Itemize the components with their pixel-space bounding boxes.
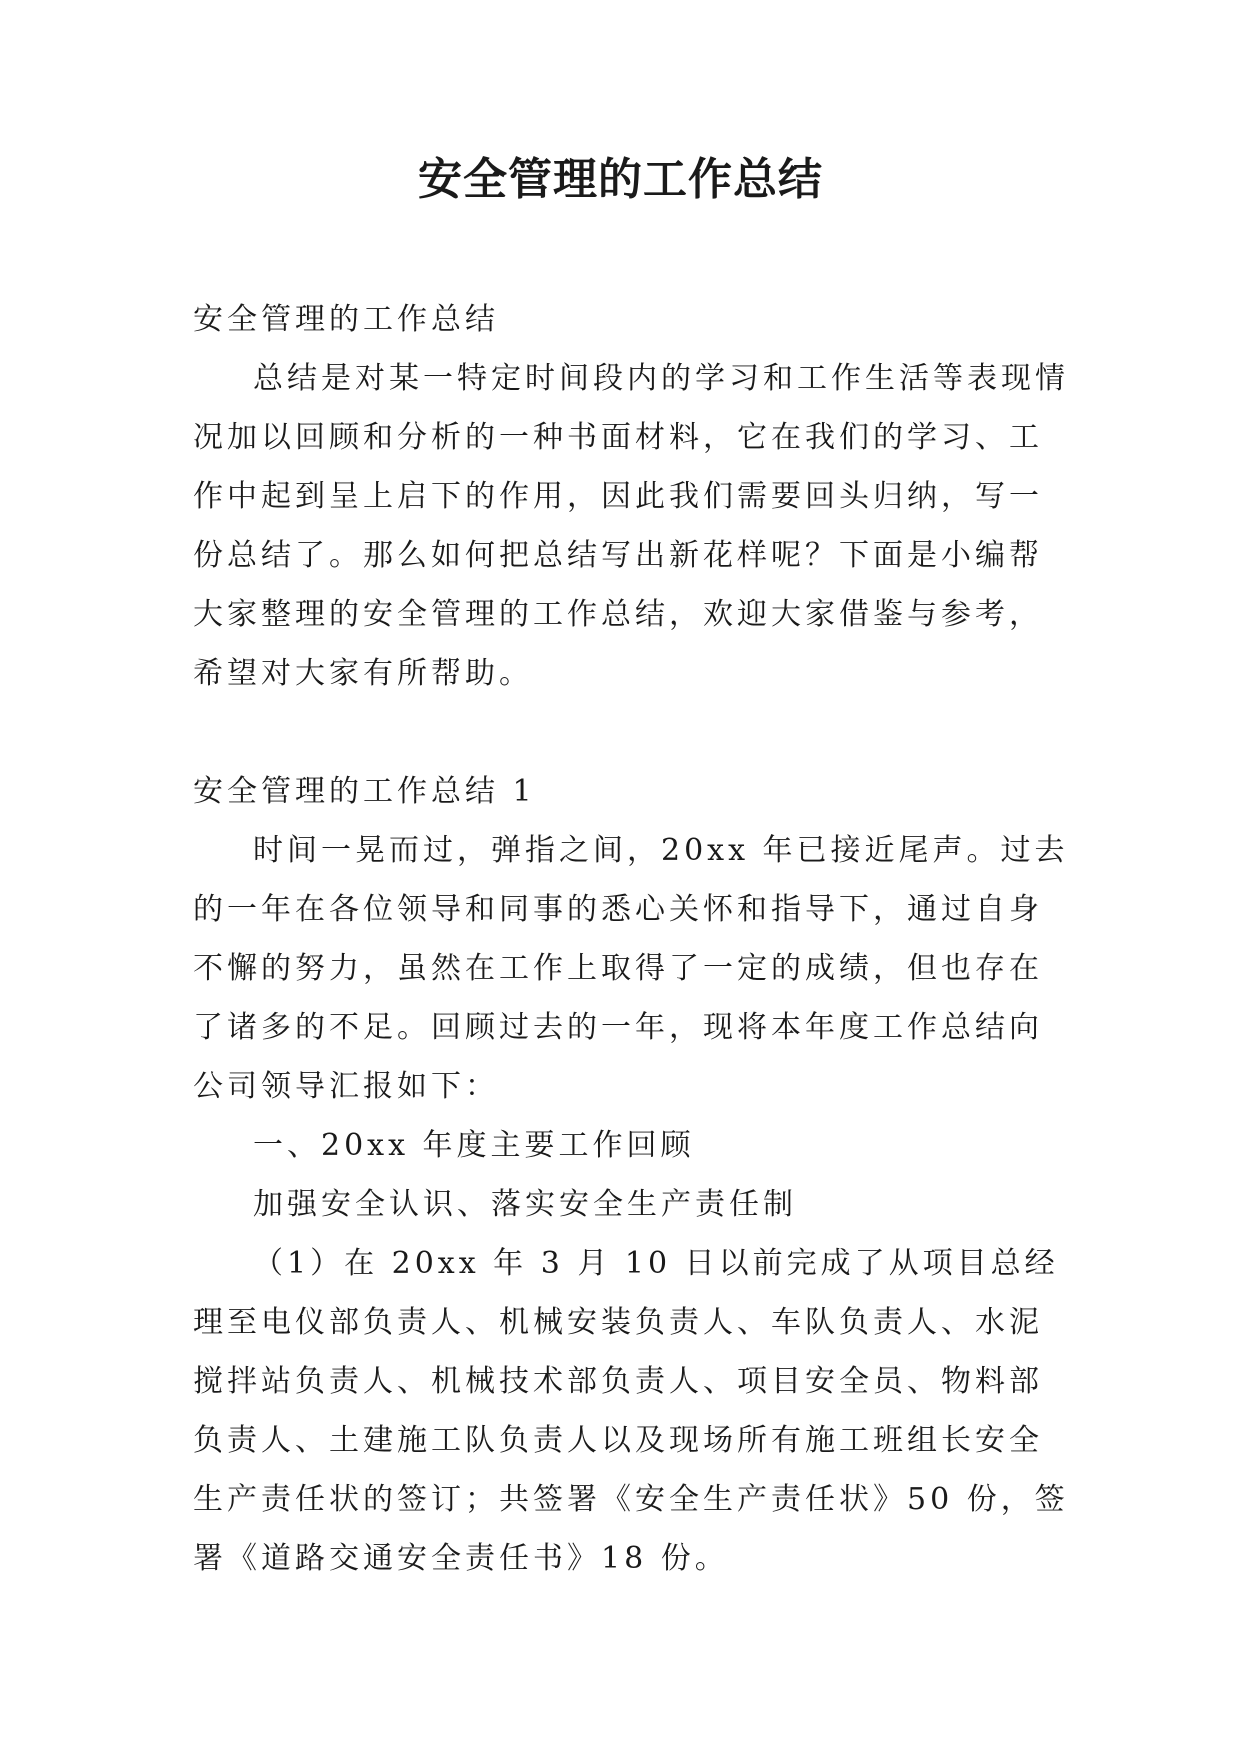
subheading-safety-responsibility: 加强安全认识、落实安全生产责任制 bbox=[253, 1187, 797, 1222]
document-title: 安全管理的工作总结 bbox=[418, 154, 823, 205]
section-1-heading: 安全管理的工作总结 1 bbox=[193, 774, 536, 809]
document-body bbox=[193, 290, 1073, 1588]
intro-heading: 安全管理的工作总结 bbox=[193, 302, 499, 337]
subheading-annual-review: 一、20xx 年度主要工作回顾 bbox=[253, 1128, 695, 1163]
list-item-1: （1）在 20xx 年 3 月 10 日以前完成了从项目总经理至电仪部负责人、机械安装负责人、车队负责人、水泥搅拌站负责人、机械技术部负责人、项目安全员、物料部负责人、土建施工队负责人以及现场所有施工班组长安全生产责任状的签订；共签署《安全生产责任状》50 份，签署《道路交通安全责任书》18 份。 bbox=[193, 1246, 1069, 1576]
section-spacer bbox=[193, 703, 1073, 762]
section-1-paragraph: 时间一晃而过，弹指之间，20xx 年已接近尾声。过去的一年在各位领导和同事的悉心关怀和指导下，通过自身不懈的努力，虽然在工作上取得了一定的成绩，但也存在了诸多的不足。回顾过去的一年，现将本年度工作总结向公司领导汇报如下： bbox=[193, 833, 1069, 1104]
intro-paragraph: 总结是对某一特定时间段内的学习和工作生活等表现情况加以回顾和分析的一种书面材料，它在我们的学习、工作中起到呈上启下的作用，因此我们需要回头归纳，写一份总结了。那么如何把总结写出新花样呢？下面是小编帮大家整理的安全管理的工作总结，欢迎大家借鉴与参考，希望对大家有所帮助。 bbox=[193, 361, 1069, 691]
